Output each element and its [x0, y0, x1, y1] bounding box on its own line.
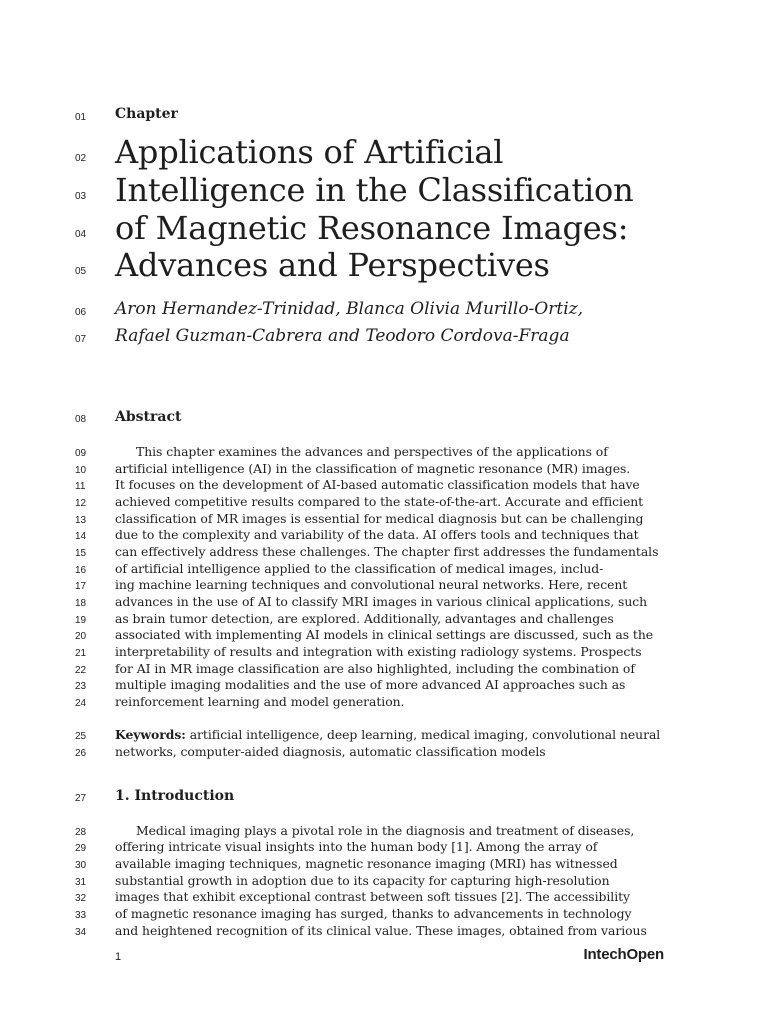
title-line: Intelligence in the Classification — [115, 171, 634, 209]
intro-line: substantial growth in adoption due to its capacity for capturing high-resolution — [115, 873, 610, 888]
line-number: 21 — [75, 648, 87, 659]
abstract-line: classification of MR images is essential for medical diagnosis but can be challenging — [115, 511, 644, 526]
title-line: of Magnetic Resonance Images: — [115, 209, 629, 247]
line-number: 09 — [75, 448, 87, 459]
intro-heading: 1. Introduction — [115, 788, 235, 804]
abstract-line: achieved competitive results compared to the state-of-the-art. Accurate and efficient — [115, 494, 644, 509]
keywords-line: networks, computer-aided diagnosis, automatic classification models — [115, 744, 546, 759]
line-number: 10 — [75, 465, 87, 476]
intro-line: and heightened recognition of its clinical value. These images, obtained from various — [115, 923, 647, 938]
line-number: 16 — [75, 565, 87, 576]
intro-line: Medical imaging plays a pivotal role in the diagnosis and treatment of diseases, — [136, 823, 635, 838]
abstract-line: advances in the use of AI to classify MRI images in various clinical applications, such — [115, 594, 648, 609]
line-number: 26 — [75, 748, 87, 759]
title-line: Advances and Perspectives — [115, 246, 550, 284]
intro-line: available imaging techniques, magnetic resonance imaging (MRI) has witnessed — [115, 856, 618, 871]
title-line: Applications of Artificial — [115, 133, 504, 171]
line-number: 15 — [75, 548, 87, 559]
author-line: Rafael Guzman-Cabrera and Teodoro Cordova-Fraga — [115, 326, 570, 346]
line-number: 13 — [75, 515, 87, 526]
line-number: 19 — [75, 615, 87, 626]
line-number: 22 — [75, 665, 87, 676]
line-number: 01 — [75, 112, 87, 123]
abstract-line: interpretability of results and integration with existing radiology systems. Prospects — [115, 644, 642, 659]
intro-line: of magnetic resonance imaging has surged, thanks to advancements in technology — [115, 906, 632, 921]
line-number: 02 — [75, 153, 87, 164]
line-number: 25 — [75, 731, 87, 742]
abstract-line: of artificial intelligence applied to the classification of medical images, includ- — [115, 561, 604, 576]
line-number: 08 — [75, 414, 87, 425]
keywords-line — [115, 727, 660, 742]
chapter-label: Chapter — [115, 106, 178, 122]
abstract-heading: Abstract — [115, 409, 182, 425]
line-number: 27 — [75, 793, 87, 804]
abstract-line: artificial intelligence (AI) in the classification of magnetic resonance (MR) images. — [115, 461, 631, 476]
line-number: 17 — [75, 581, 87, 592]
line-number: 30 — [75, 860, 87, 871]
line-number: 04 — [75, 229, 87, 240]
page-number: 1 — [115, 951, 122, 963]
abstract-line: associated with implementing AI models in clinical settings are discussed, such as the — [115, 627, 654, 642]
line-number: 24 — [75, 698, 87, 709]
line-number: 14 — [75, 531, 87, 542]
author-line: Aron Hernandez-Trinidad, Blanca Olivia Murillo-Ortiz, — [115, 299, 583, 319]
line-number: 34 — [75, 927, 87, 938]
publisher-logo: IntechOpen — [583, 946, 664, 963]
abstract-line: for AI in MR image classification are also highlighted, including the combination of — [115, 661, 635, 676]
intro-line: offering intricate visual insights into the human body [1]. Among the array of — [115, 839, 598, 854]
abstract-line: This chapter examines the advances and perspectives of the applications of — [136, 444, 608, 459]
abstract-line: can effectively address these challenges. The chapter first addresses the fundamentals — [115, 544, 659, 559]
line-number: 03 — [75, 191, 87, 202]
abstract-line: reinforcement learning and model generation. — [115, 694, 405, 709]
line-number: 29 — [75, 843, 87, 854]
keywords-text: artificial intelligence, deep learning, medical imaging, convolutional neural — [189, 727, 661, 742]
abstract-line: ing machine learning techniques and convolutional neural networks. Here, recent — [115, 577, 628, 592]
line-number: 12 — [75, 498, 87, 509]
line-number: 18 — [75, 598, 87, 609]
line-number: 28 — [75, 827, 87, 838]
line-number: 33 — [75, 910, 87, 921]
line-number: 20 — [75, 631, 87, 642]
line-number: 06 — [75, 307, 87, 318]
keywords-label: Keywords: — [115, 727, 186, 742]
abstract-line: due to the complexity and variability of the data. AI offers tools and techniques that — [115, 527, 639, 542]
line-number: 11 — [75, 481, 86, 492]
abstract-line: as brain tumor detection, are explored. Additionally, advantages and challenges — [115, 611, 614, 626]
abstract-line: It focuses on the development of AI-based automatic classification models that have — [115, 477, 640, 492]
line-number: 23 — [75, 681, 87, 692]
line-number: 31 — [75, 877, 87, 888]
line-number: 32 — [75, 893, 87, 904]
abstract-line: multiple imaging modalities and the use of more advanced AI approaches such as — [115, 677, 626, 692]
intro-line: images that exhibit exceptional contrast between soft tissues [2]. The accessibility — [115, 889, 630, 904]
line-number: 05 — [75, 266, 87, 277]
line-number: 07 — [75, 334, 87, 345]
